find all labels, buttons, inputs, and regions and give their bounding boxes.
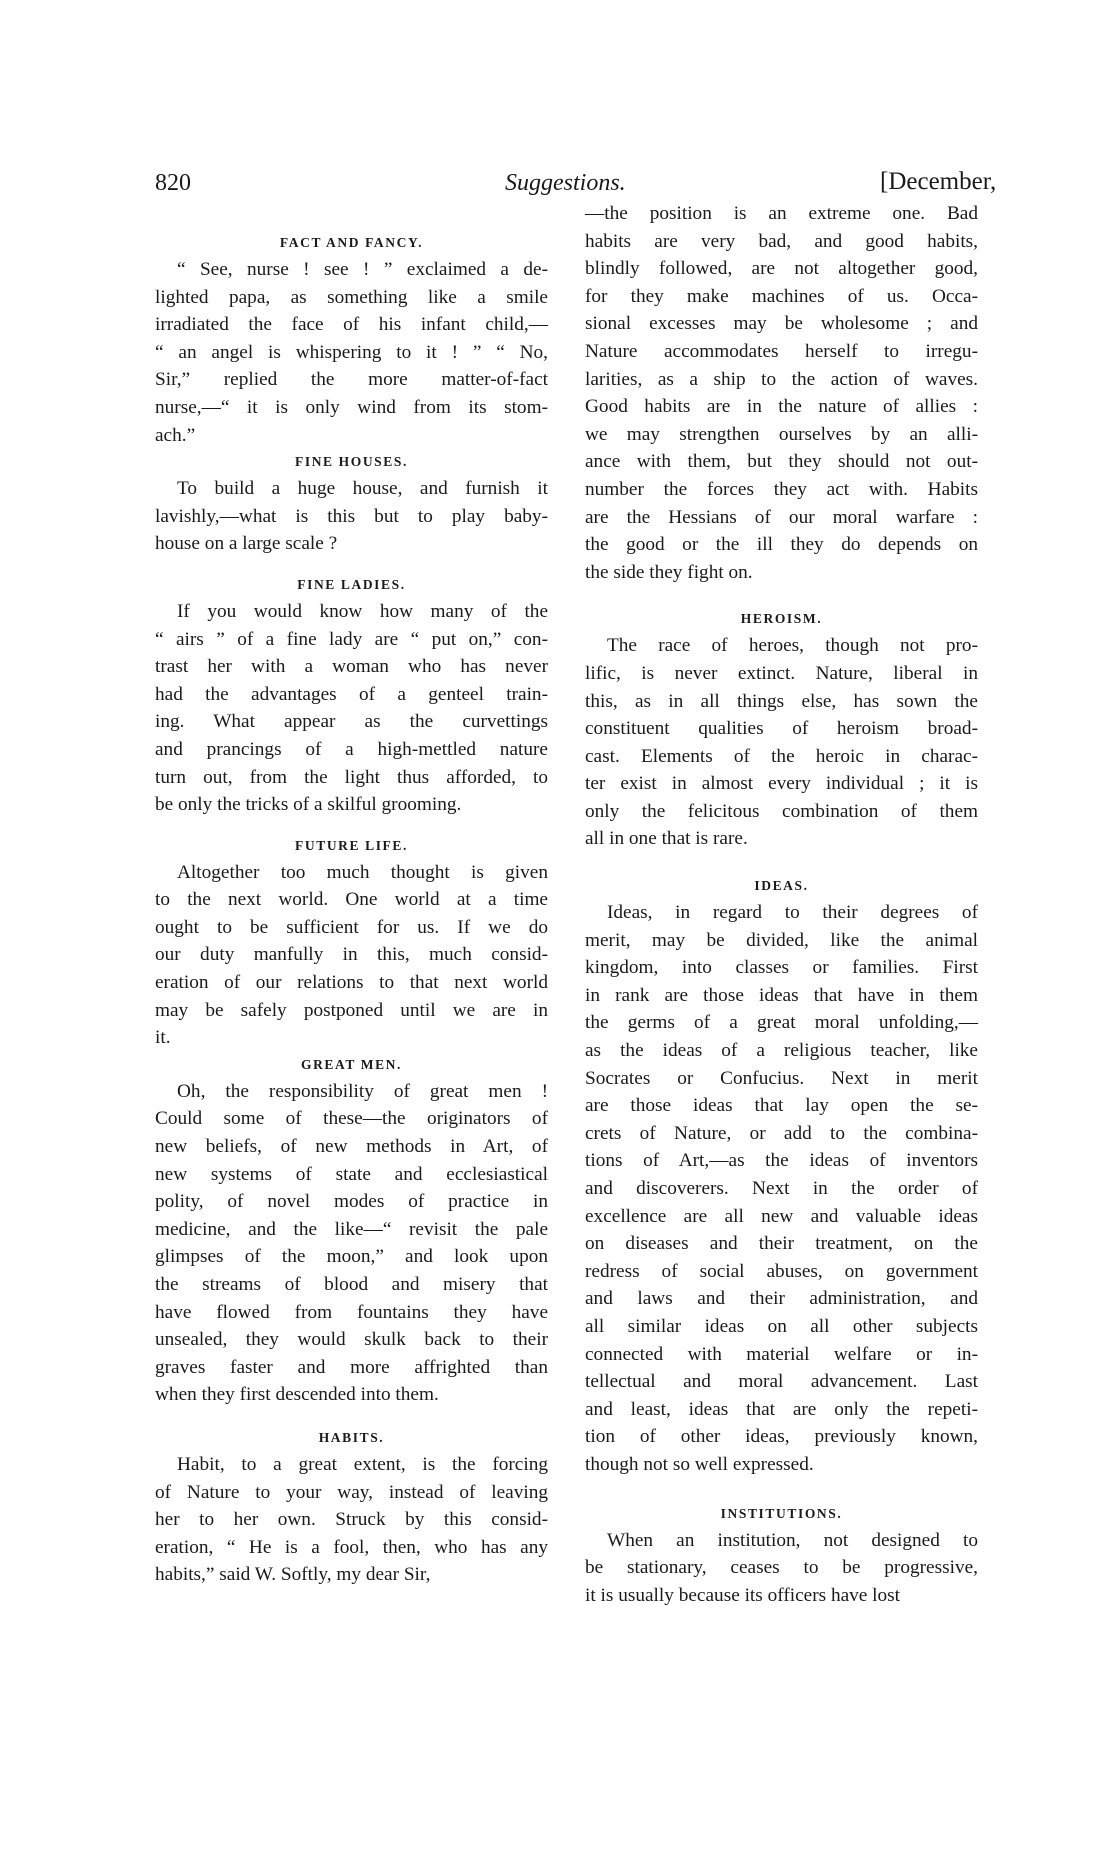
text-line: the germs of a great moral unfolding,— bbox=[585, 1012, 978, 1034]
text-line: eration of our relations to that next world bbox=[155, 972, 548, 994]
running-title: Suggestions. bbox=[505, 170, 626, 196]
text-line: Ideas, in regard to their degrees of bbox=[607, 902, 978, 924]
section-ideas bbox=[585, 853, 978, 1478]
text-line: though not so well expressed. bbox=[585, 1453, 814, 1475]
section-fact-and-fancy bbox=[155, 230, 548, 449]
text-line: when they first descended into them. bbox=[155, 1384, 439, 1406]
section-fine-houses bbox=[155, 449, 548, 558]
section-heading: FINE LADIES. bbox=[297, 576, 406, 592]
text-line: be stationary, ceases to be progressive, bbox=[585, 1557, 978, 1579]
section-heading: GREAT MEN. bbox=[300, 1056, 402, 1072]
section-future-life bbox=[155, 819, 548, 1052]
text-line: ought to be sufficient for us. If we do bbox=[155, 916, 548, 938]
text-line: ach.” bbox=[155, 424, 196, 446]
text-line: our duty manfully in this, much consid- bbox=[155, 944, 548, 966]
running-month: [December, bbox=[880, 168, 997, 195]
text-line: —the position is an extreme one. Bad bbox=[585, 203, 978, 224]
section-heading: FACT AND FANCY. bbox=[279, 235, 424, 250]
text-line: Habit, to a great extent, is the forcing bbox=[177, 1453, 548, 1475]
right-column bbox=[585, 203, 978, 1609]
text-line: Could some of these—the originators of bbox=[155, 1108, 548, 1130]
text-line: number the forces they act with. Habits bbox=[585, 478, 978, 500]
section-heroism bbox=[585, 586, 978, 853]
text-line: “ an angel is whispering to it ! ” “ No, bbox=[155, 341, 548, 363]
text-line: lavishly,—what is this but to play baby- bbox=[155, 505, 548, 527]
continued-paragraph bbox=[585, 200, 978, 586]
section-habits bbox=[155, 1409, 548, 1589]
text-line: tions of Art,—as the ideas of inventors bbox=[585, 1150, 978, 1172]
text-line: the side they fight on. bbox=[585, 561, 753, 583]
text-line: irradiated the face of his infant child,— bbox=[155, 314, 548, 336]
spacer bbox=[585, 586, 978, 606]
text-line: the good or the ill they do depends on bbox=[585, 534, 978, 556]
text-line: glimpses of the moon,” and look upon bbox=[155, 1246, 548, 1268]
text-line: all similar ideas on all other subjects bbox=[585, 1315, 978, 1337]
text-line: When an institution, not designed to bbox=[607, 1529, 978, 1551]
spacer bbox=[585, 1479, 978, 1501]
text-line: and discoverers. Next in the order of bbox=[585, 1178, 978, 1199]
text-line: to the next world. One world at a time bbox=[155, 889, 548, 911]
text-line: connected with material welfare or in- bbox=[585, 1343, 978, 1365]
text-line: cast. Elements of the heroic in charac- bbox=[585, 745, 978, 767]
text-line: merit, may be divided, like the animal bbox=[585, 929, 978, 951]
text-line: larities, as a ship to the action of waves. bbox=[585, 368, 978, 390]
text-line: medicine, and the like—“ revisit the pale bbox=[155, 1218, 548, 1240]
spacer bbox=[155, 558, 548, 572]
text-line: redress of social abuses, on government bbox=[585, 1260, 978, 1282]
text-line: habits,” said W. Softly, my dear Sir, bbox=[155, 1564, 431, 1586]
section-fine-ladies bbox=[155, 558, 548, 819]
text-line: it is usually because its officers have lost bbox=[585, 1584, 901, 1606]
text-line: in rank are those ideas that have in them bbox=[585, 984, 978, 1006]
text-line: graves faster and more affrighted than bbox=[155, 1356, 548, 1378]
section-heading: IDEAS. bbox=[754, 878, 809, 894]
text-line: Good habits are in the nature of allies : bbox=[585, 396, 978, 418]
text-line: Oh, the responsibility of great men ! bbox=[177, 1080, 548, 1102]
text-line: “ airs ” of a fine lady are “ put on,” con- bbox=[155, 628, 548, 650]
spacer bbox=[155, 819, 548, 833]
text-line: and least, ideas that are only the repeti- bbox=[585, 1398, 978, 1420]
text-line: blindly followed, are not altogether good, bbox=[585, 258, 978, 280]
spacer bbox=[155, 1409, 548, 1425]
text-line: turn out, from the light thus afforded, to bbox=[155, 766, 548, 788]
text-line: on diseases and their treatment, on the bbox=[585, 1233, 978, 1255]
text-line: all in one that is rare. bbox=[585, 828, 748, 850]
text-line: lighted papa, as something like a smile bbox=[155, 286, 548, 308]
spacer bbox=[585, 853, 978, 873]
text-line: unsealed, they would skulk back to their bbox=[155, 1329, 548, 1351]
text-line: To build a huge house, and furnish it bbox=[177, 478, 548, 500]
text-line: trast her with a woman who has never bbox=[155, 656, 548, 678]
text-line: tellectual and moral advancement. Last bbox=[585, 1371, 978, 1393]
text-line: we may strengthen ourselves by an alli- bbox=[585, 423, 978, 445]
section-heading: FUTURE LIFE. bbox=[295, 837, 408, 853]
text-line: be only the tricks of a skilful grooming. bbox=[155, 794, 462, 816]
text-line: are those ideas that lay open the se- bbox=[585, 1095, 978, 1117]
section-heading: HEROISM. bbox=[740, 611, 823, 627]
text-line: “ See, nurse ! see ! ” exclaimed a de- bbox=[177, 259, 548, 280]
text-line: ter exist in almost every individual ; it is bbox=[585, 773, 978, 795]
text-line: kingdom, into classes or families. First bbox=[585, 957, 978, 979]
text-line: this, as in all things else, has sown the bbox=[585, 690, 978, 712]
section-heading: FINE HOUSES. bbox=[295, 454, 408, 470]
text-line: Altogether too much thought is given bbox=[177, 861, 548, 883]
text-line: Sir,” replied the more matter-of-fact bbox=[155, 369, 548, 391]
text-line: are the Hessians of our moral warfare : bbox=[585, 506, 978, 528]
text-line: ing. What appear as the curvettings bbox=[155, 711, 548, 733]
text-line: lific, is never extinct. Nature, liberal in bbox=[585, 662, 978, 684]
text-line: Socrates or Confucius. Next in merit bbox=[585, 1067, 978, 1089]
text-line: sional excesses may be wholesome ; and bbox=[585, 313, 978, 335]
text-line: and prancings of a high-mettled nature bbox=[155, 738, 548, 760]
text-line: polity, of novel modes of practice in bbox=[155, 1191, 548, 1213]
section-great-men bbox=[155, 1052, 548, 1409]
text-line: excellence are all new and valuable ideas bbox=[585, 1205, 978, 1227]
text-line: only the felicitous combination of them bbox=[585, 800, 978, 822]
text-line: eration, “ He is a fool, then, who has any bbox=[155, 1536, 548, 1558]
text-line: nurse,—“ it is only wind from its stom- bbox=[155, 396, 548, 418]
text-line: her to her own. Struck by this consid- bbox=[155, 1509, 548, 1531]
text-line: constituent qualities of heroism broad- bbox=[585, 718, 978, 740]
text-line: habits are very bad, and good habits, bbox=[585, 230, 978, 252]
text-line: new systems of state and ecclesiastical bbox=[155, 1163, 548, 1185]
section-heading: INSTITUTIONS. bbox=[720, 1505, 843, 1521]
text-line: have flowed from fountains they have bbox=[155, 1301, 548, 1323]
text-line: and laws and their administration, and bbox=[585, 1288, 978, 1310]
text-line: it. bbox=[155, 1027, 171, 1049]
section-institutions bbox=[585, 1479, 978, 1610]
text-line: If you would know how many of the bbox=[177, 600, 548, 622]
section-heading: HABITS. bbox=[318, 1429, 385, 1445]
text-line: house on a large scale ? bbox=[155, 533, 338, 555]
text-line: Nature accommodates herself to irregu- bbox=[585, 340, 978, 362]
text-line: crets of Nature, or add to the combina- bbox=[585, 1122, 978, 1144]
text-line: tion of other ideas, previously known, bbox=[585, 1426, 978, 1448]
text-line: had the advantages of a genteel train- bbox=[155, 683, 548, 705]
text-line: The race of heroes, though not pro- bbox=[607, 635, 978, 657]
text-line: of Nature to your way, instead of leaving bbox=[155, 1481, 548, 1503]
left-column bbox=[155, 230, 548, 1589]
text-line: may be safely postponed until we are in bbox=[155, 999, 548, 1021]
text-line: new beliefs, of new methods in Art, of bbox=[155, 1136, 548, 1158]
text-line: for they make machines of us. Occa- bbox=[585, 285, 978, 307]
text-line: as the ideas of a religious teacher, like bbox=[585, 1040, 978, 1062]
text-line: ance with them, but they should not out- bbox=[585, 451, 978, 473]
page-number: 820 bbox=[155, 170, 191, 196]
text-line: the streams of blood and misery that bbox=[155, 1274, 548, 1295]
